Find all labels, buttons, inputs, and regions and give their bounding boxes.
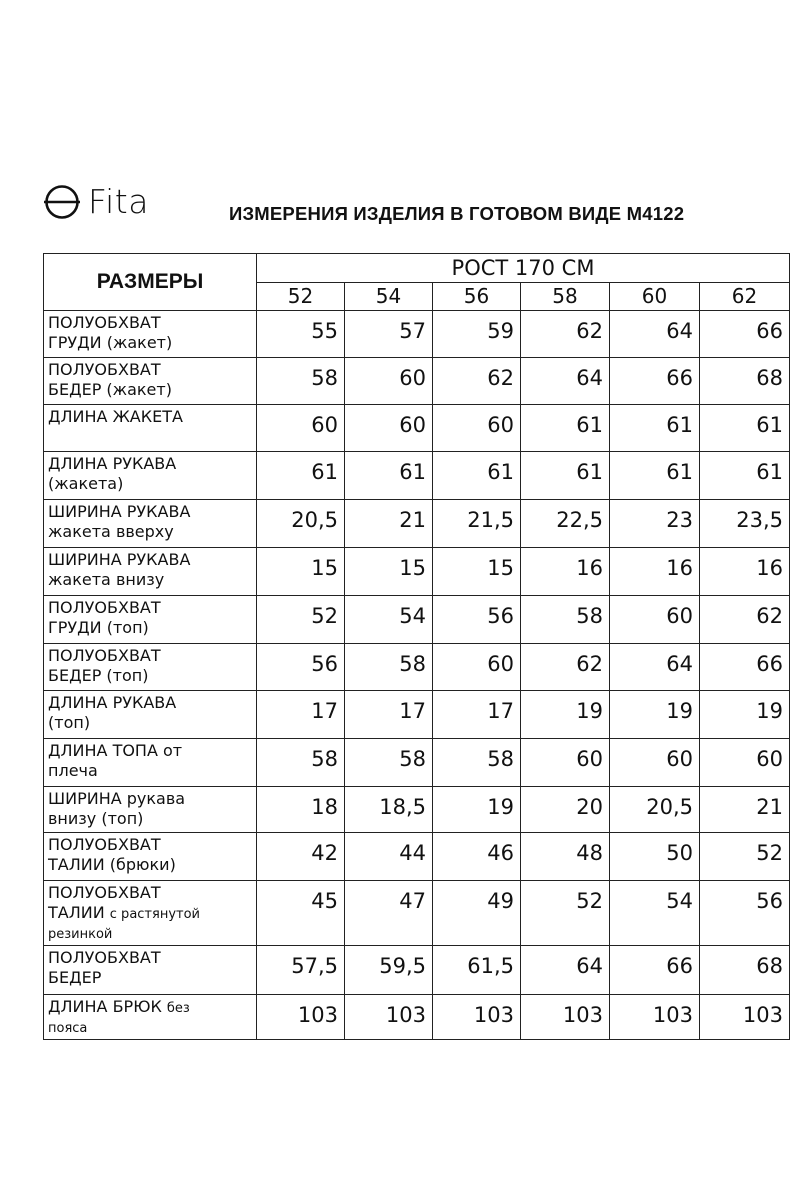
measurement-row — [44, 833, 790, 881]
size-table — [43, 253, 790, 1040]
measurement-label-line: ПОЛУОБХВАТ — [48, 883, 161, 902]
measurement-value: 59 — [433, 311, 521, 358]
measurement-label-line: ТАЛИИ с растянутой — [48, 903, 200, 922]
measurement-value: 50 — [610, 833, 700, 881]
measurement-value: 66 — [610, 946, 700, 995]
measurement-value: 20,5 — [610, 787, 700, 833]
measurement-label — [44, 548, 257, 596]
page-title: ИЗМЕРЕНИЯ ИЗДЕЛИЯ В ГОТОВОМ ВИДЕ М4122 — [229, 203, 685, 224]
measurement-value: 54 — [345, 596, 433, 644]
measurement-label-line: ДЛИНА ЖАКЕТА — [48, 407, 183, 426]
measurement-value: 19 — [610, 691, 700, 739]
measurement-value: 23,5 — [700, 500, 790, 548]
measurement-value: 61 — [521, 452, 610, 500]
measurement-label-line: ПОЛУОБХВАТ — [48, 360, 161, 379]
measurement-label-line: ПОЛУОБХВАТ — [48, 646, 161, 665]
measurement-value: 21 — [700, 787, 790, 833]
measurement-value: 62 — [700, 596, 790, 644]
measurement-label-line: ДЛИНА РУКАВА — [48, 693, 177, 712]
measurement-value: 61,5 — [433, 946, 521, 995]
measurement-label-line: ПОЛУОБХВАТ — [48, 313, 161, 332]
measurement-value: 60 — [521, 739, 610, 787]
measurement-label — [44, 881, 257, 946]
measurement-value: 17 — [257, 691, 345, 739]
measurement-value: 55 — [257, 311, 345, 358]
measurement-value: 21 — [345, 500, 433, 548]
measurement-row — [44, 995, 790, 1040]
header-row — [44, 254, 790, 283]
measurement-value: 58 — [433, 739, 521, 787]
measurement-row — [44, 739, 790, 787]
measurement-value: 57,5 — [257, 946, 345, 995]
measurement-value: 45 — [257, 881, 345, 946]
measurement-value: 17 — [433, 691, 521, 739]
measurement-value: 19 — [700, 691, 790, 739]
measurement-value: 61 — [610, 452, 700, 500]
measurement-value: 58 — [521, 596, 610, 644]
measurement-value: 103 — [610, 995, 700, 1040]
height-header: РОСТ 170 СМ — [257, 254, 790, 283]
measurement-value: 23 — [610, 500, 700, 548]
measurement-label-line: ТАЛИИ (брюки) — [48, 855, 176, 874]
measurement-value: 42 — [257, 833, 345, 881]
measurement-value: 20 — [521, 787, 610, 833]
measurement-label-line: (топ) — [48, 713, 91, 732]
measurement-value: 16 — [610, 548, 700, 596]
measurement-value: 46 — [433, 833, 521, 881]
measurement-value: 52 — [700, 833, 790, 881]
measurement-label-line: жакета вверху — [48, 522, 174, 541]
measurement-value: 68 — [700, 358, 790, 405]
size-header-cell: 52 — [257, 283, 345, 311]
measurement-value: 60 — [345, 405, 433, 452]
measurement-label-line: ПОЛУОБХВАТ — [48, 598, 161, 617]
measurement-label — [44, 311, 257, 358]
measurement-value: 58 — [345, 739, 433, 787]
measurement-row — [44, 500, 790, 548]
measurement-value: 22,5 — [521, 500, 610, 548]
measurement-value: 56 — [257, 644, 345, 691]
measurement-label-line: внизу (топ) — [48, 809, 144, 828]
measurement-label-line: пояса — [48, 1021, 88, 1036]
measurement-value: 62 — [433, 358, 521, 405]
measurement-label-line: ГРУДИ (топ) — [48, 618, 149, 637]
measurement-value: 61 — [700, 405, 790, 452]
measurement-value: 103 — [700, 995, 790, 1040]
measurement-value: 59,5 — [345, 946, 433, 995]
measurement-value: 18,5 — [345, 787, 433, 833]
measurement-label-line: ГРУДИ (жакет) — [48, 333, 173, 352]
measurement-row — [44, 644, 790, 691]
measurement-label — [44, 691, 257, 739]
measurement-value: 61 — [700, 452, 790, 500]
measurement-label — [44, 833, 257, 881]
measurement-value: 103 — [521, 995, 610, 1040]
measurement-value: 19 — [433, 787, 521, 833]
measurement-label-line: ПОЛУОБХВАТ — [48, 835, 161, 854]
measurement-value: 61 — [610, 405, 700, 452]
measurement-row — [44, 691, 790, 739]
brand-logo — [42, 182, 149, 222]
measurement-label-line: жакета внизу — [48, 570, 165, 589]
measurement-label-line: резинкой — [48, 927, 113, 942]
measurement-value: 15 — [433, 548, 521, 596]
measurement-row — [44, 881, 790, 946]
measurement-label — [44, 405, 257, 452]
fita-logo-icon — [42, 182, 82, 222]
measurement-value: 16 — [700, 548, 790, 596]
size-header-cell: 62 — [700, 283, 790, 311]
measurement-value: 56 — [433, 596, 521, 644]
measurement-label-line: плеча — [48, 761, 98, 780]
measurement-label — [44, 596, 257, 644]
measurement-label-line: ШИРИНА рукава — [48, 789, 186, 808]
measurement-value: 61 — [257, 452, 345, 500]
measurement-value: 60 — [345, 358, 433, 405]
measurement-value: 64 — [610, 644, 700, 691]
measurement-label-line: (жакета) — [48, 474, 124, 493]
measurement-value: 18 — [257, 787, 345, 833]
measurement-value: 15 — [257, 548, 345, 596]
measurement-value: 60 — [257, 405, 345, 452]
measurement-value: 52 — [521, 881, 610, 946]
measurement-value: 64 — [521, 946, 610, 995]
sizes-header: РАЗМЕРЫ — [44, 254, 257, 311]
measurement-value: 60 — [433, 405, 521, 452]
measurement-label-line: БЕДЕР (жакет) — [48, 380, 172, 399]
measurement-label — [44, 644, 257, 691]
measurement-label-line: ДЛИНА БРЮК без — [48, 997, 190, 1016]
measurement-label — [44, 787, 257, 833]
size-header-cell: 60 — [610, 283, 700, 311]
measurement-value: 49 — [433, 881, 521, 946]
size-header-cell: 56 — [433, 283, 521, 311]
measurement-row — [44, 358, 790, 405]
measurement-value: 62 — [521, 311, 610, 358]
measurement-value: 60 — [433, 644, 521, 691]
measurement-label — [44, 995, 257, 1040]
measurement-row — [44, 452, 790, 500]
measurement-value: 57 — [345, 311, 433, 358]
measurement-value: 60 — [610, 596, 700, 644]
measurement-value: 68 — [700, 946, 790, 995]
measurement-value: 54 — [610, 881, 700, 946]
measurement-value: 61 — [345, 452, 433, 500]
measurement-value: 47 — [345, 881, 433, 946]
measurement-value: 58 — [257, 358, 345, 405]
measurement-value: 58 — [257, 739, 345, 787]
measurement-value: 66 — [610, 358, 700, 405]
measurement-value: 61 — [521, 405, 610, 452]
measurement-value: 56 — [700, 881, 790, 946]
size-header-cell: 54 — [345, 283, 433, 311]
measurement-label — [44, 452, 257, 500]
measurement-row — [44, 548, 790, 596]
measurement-label-line: БЕДЕР — [48, 968, 102, 987]
measurement-value: 103 — [257, 995, 345, 1040]
measurement-value: 103 — [433, 995, 521, 1040]
measurement-row — [44, 946, 790, 995]
measurement-value: 62 — [521, 644, 610, 691]
measurement-row — [44, 787, 790, 833]
measurement-value: 20,5 — [257, 500, 345, 548]
measurement-row — [44, 405, 790, 452]
measurement-label — [44, 500, 257, 548]
measurement-label — [44, 946, 257, 995]
measurement-value: 16 — [521, 548, 610, 596]
measurement-label-line: ШИРИНА РУКАВА — [48, 550, 191, 569]
measurement-value: 64 — [521, 358, 610, 405]
measurement-value: 19 — [521, 691, 610, 739]
measurement-value: 48 — [521, 833, 610, 881]
measurement-value: 60 — [610, 739, 700, 787]
measurement-value: 66 — [700, 644, 790, 691]
brand-name: Fita — [88, 182, 149, 221]
measurement-label — [44, 358, 257, 405]
measurement-value: 21,5 — [433, 500, 521, 548]
measurement-row — [44, 596, 790, 644]
measurement-label-line: ПОЛУОБХВАТ — [48, 948, 161, 967]
measurement-label-line: БЕДЕР (топ) — [48, 666, 149, 685]
measurement-label-line: ШИРИНА РУКАВА — [48, 502, 191, 521]
size-header-cell: 58 — [521, 283, 610, 311]
measurement-value: 58 — [345, 644, 433, 691]
measurement-row — [44, 311, 790, 358]
measurement-value: 15 — [345, 548, 433, 596]
measurement-value: 60 — [700, 739, 790, 787]
measurement-value: 17 — [345, 691, 433, 739]
measurement-label — [44, 739, 257, 787]
measurement-value: 103 — [345, 995, 433, 1040]
measurement-value: 44 — [345, 833, 433, 881]
measurement-value: 66 — [700, 311, 790, 358]
measurement-value: 52 — [257, 596, 345, 644]
measurement-label-line: ДЛИНА ТОПА от — [48, 741, 183, 760]
measurement-value: 61 — [433, 452, 521, 500]
measurement-label-line: ДЛИНА РУКАВА — [48, 454, 177, 473]
measurement-value: 64 — [610, 311, 700, 358]
